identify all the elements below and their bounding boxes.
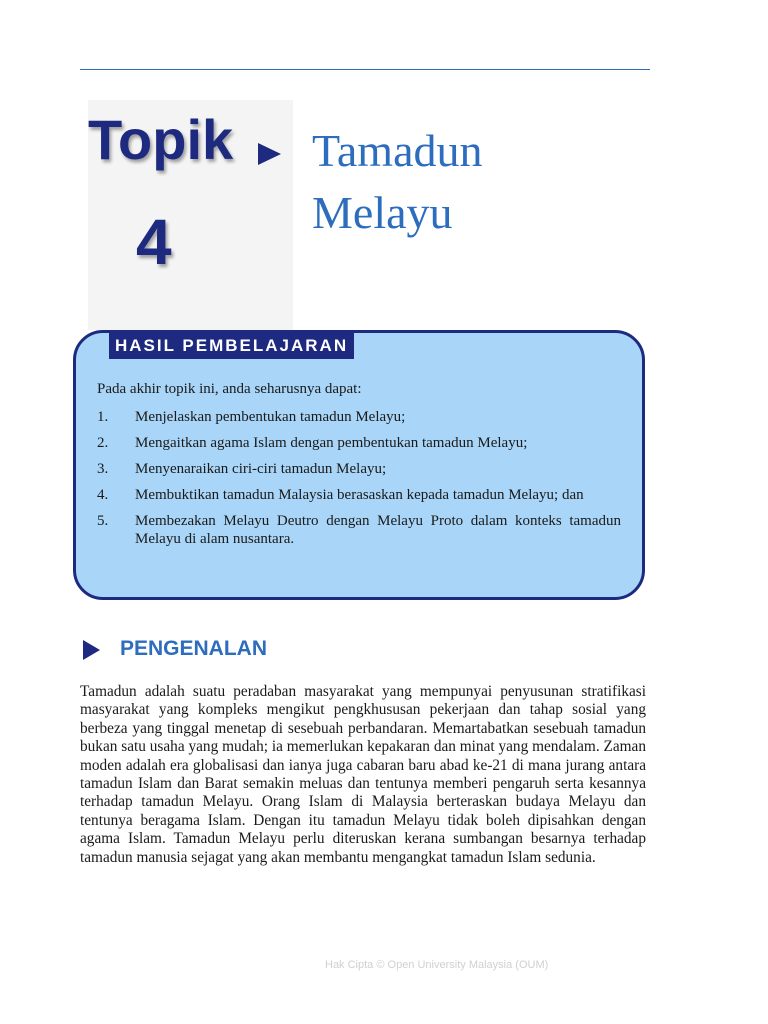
topic-title-line-1: Tamadun — [312, 125, 483, 176]
list-item-text: Menyenaraikan ciri-ciri tamadun Melayu; — [135, 461, 387, 477]
list-item — [97, 460, 621, 478]
list-item-number: 1. — [97, 409, 109, 425]
topic-title-line-2: Melayu — [312, 187, 453, 238]
play-arrow-icon — [258, 143, 281, 165]
header-rule — [80, 69, 650, 70]
topic-label: Topik — [88, 108, 234, 171]
list-item-text: Membuktikan tamadun Malaysia berasaskan kepada tamadun Melayu; dan — [135, 487, 584, 503]
list-item-text: Menjelaskan pembentukan tamadun Melayu; — [135, 409, 406, 425]
list-item-text: Mengaitkan agama Islam dengan pembentukan tamadun Melayu; — [135, 435, 528, 451]
list-item — [97, 486, 621, 504]
list-item-number: 5. — [97, 513, 109, 529]
learning-outcomes-list — [97, 408, 621, 556]
list-item-number: 3. — [97, 461, 109, 477]
list-item-number: 2. — [97, 435, 109, 451]
list-item — [97, 408, 621, 426]
list-item — [97, 512, 621, 548]
copyright-footer: Hak Cipta © Open University Malaysia (OUM) — [325, 959, 549, 971]
intro-paragraph: Tamadun adalah suatu peradaban masyarakat yang mempunyai penyusunan stratifikasi masyarakat yang kompleks mengikut pengkhususan pekerjaan dan tahap sosial yang berbeza yang tinggal menetap di sesebuah perbandaran. Memartabatkan sesebuah tamadun bukan satu usaha yang mudah; ia memerlukan kepakaran dan minat yang mendalam. Zaman moden adalah era globalisasi dan ianya juga cabaran baru abad ke-21 di mana jurang antara tamadun Islam dan Barat semakin meluas dan tentunya memberi pengaruh serta kesannya terhadap tamadun Melayu. Orang Islam di Malaysia berteraskan budaya Melayu dan tentunya beragama Islam. Dengan itu tamadun Melayu tidak boleh dipisahkan dengan agama Islam. Tamadun Melayu perlu diteruskan kerana sumbangan besarnya terhadap tamadun manusia sejagat yang akan membantu mengangkat tamadun Islam sedunia. — [80, 683, 646, 866]
learning-outcomes-intro: Pada akhir topik ini, anda seharusnya dapat: — [97, 381, 362, 397]
list-item — [97, 434, 621, 452]
list-item-number: 4. — [97, 487, 109, 503]
section-arrow-icon — [83, 640, 100, 660]
learning-outcomes-label: HASIL PEMBELAJARAN — [109, 333, 354, 359]
list-item-text: Membezakan Melayu Deutro dengan Melayu Proto dalam konteks tamadun Melayu di alam nusantara. — [135, 513, 621, 547]
section-heading: PENGENALAN — [120, 637, 268, 660]
topic-number: 4 — [136, 206, 172, 278]
